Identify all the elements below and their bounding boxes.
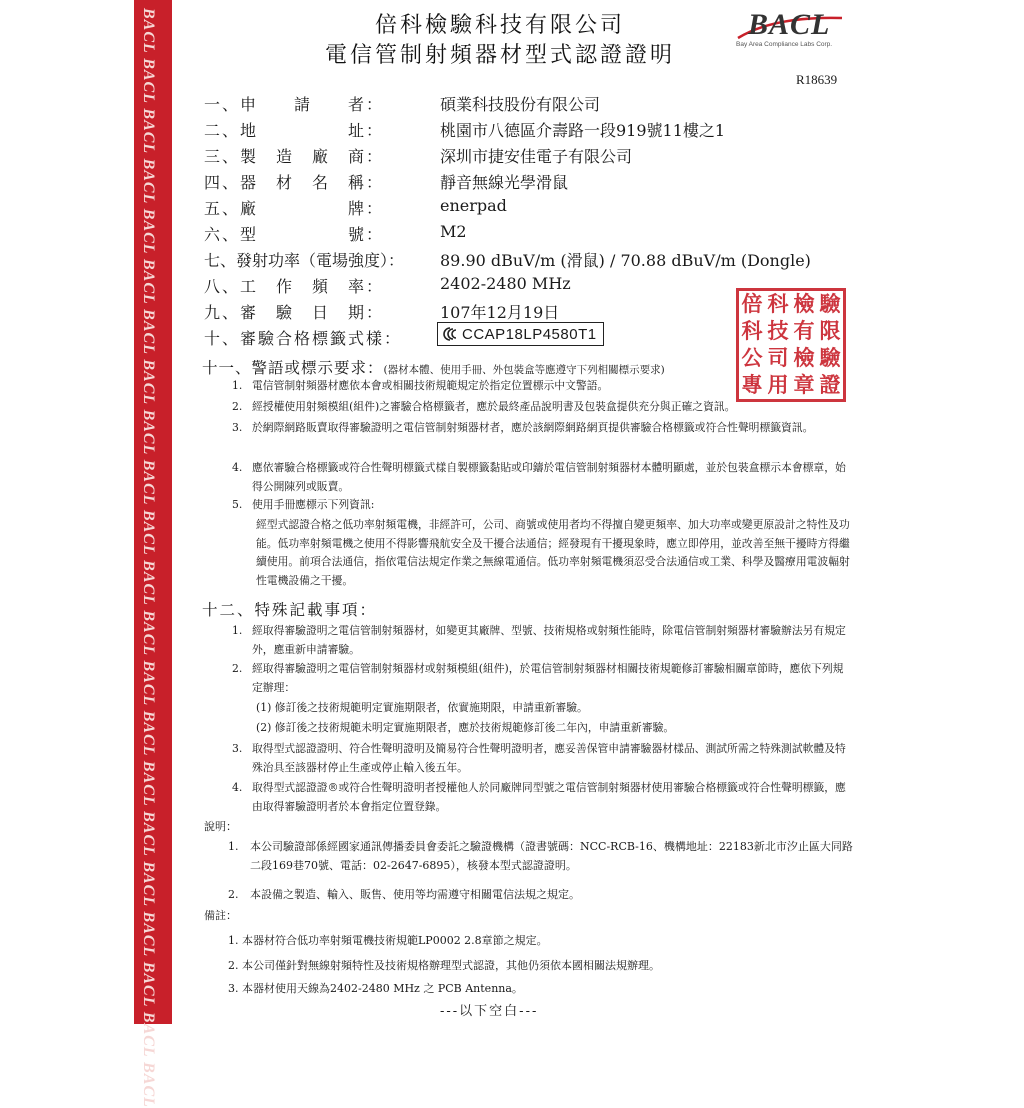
field-label-equipment: 四、器 材 名 稱：	[204, 173, 385, 192]
item-text: 經取得審驗證明之電信管制射頻器材或射頻模組(組件)，於電信管制射頻器材相關技術規範修訂審驗相關章節時，應依下列規定辦理：	[252, 662, 844, 694]
item-number: 3.	[232, 421, 243, 434]
seal-char: 證	[819, 372, 841, 397]
item-number: 3.	[232, 742, 243, 755]
seal-char: 章	[793, 372, 815, 397]
item-text: 經取得審驗證明之電信管制射頻器材，如變更其廠牌、型號、技術規格或射頻性能時，除電信管制射頻器材審驗辦法另有規定外，應重新申請審驗。	[252, 624, 846, 656]
item-text: 電信管制射頻器材應依本會或相關技術規範規定於指定位置標示中文警語。	[252, 379, 609, 392]
field-value-model: M2	[440, 222, 467, 241]
field-label-power: 七、發射功率（電場強度）：	[204, 251, 405, 270]
seal-char: 倍	[741, 291, 763, 316]
document-number: R18639	[796, 72, 838, 87]
remark-item: 2. 本公司僅針對無線射頻特性及技術規格辦理型式認證，其他仍須依本國相關法規辦理。	[228, 959, 660, 972]
section-11-item	[232, 459, 854, 496]
field-label-model: 六、型 號：	[204, 225, 385, 244]
item-text: 使用手冊應標示下列資訊:	[252, 498, 375, 511]
section-12-title: 十二、特殊記載事項：	[202, 601, 378, 619]
item-number: 4.	[232, 781, 243, 794]
seal-char: 專	[741, 372, 763, 397]
item-number: 1.	[232, 624, 243, 637]
item-text: 本公司驗證部係經國家通訊傳播委員會委託之驗證機構（證書號碼：NCC-RCB-16、機構地址：22183新北市汐止區大同路二段169巷70號、電話：02-2647-6895），核發本型式認證證明。	[250, 840, 853, 872]
section-12-item	[232, 660, 854, 697]
section-11-note: (器材本體、使用手冊、外包裝盒等應遵守下列相關標示要求)	[383, 364, 665, 376]
seal-char: 科	[767, 291, 789, 316]
remark-item: 3. 本器材使用天線為2402-2480 MHz 之 PCB Antenna。	[228, 982, 523, 995]
item-number: 1.	[232, 379, 243, 392]
side-strip-text: BACL BACL BACL BACL BACL BACL BACL BACL BACL BACL BACL BACL BACL BACL BACL BACL BACL BACL BACL BACL BACL BACL	[140, 8, 157, 1108]
seal-char: 檢	[793, 345, 815, 370]
note-item	[228, 838, 854, 875]
item-number: 1.	[228, 840, 239, 853]
item-text: 取得型式認證證®或符合性聲明證明者授權他人於同廠牌同型號之電信管制射頻器材使用審驗合格標籤或符合性聲明標籤，應由取得審驗證明者於本會指定位置登錄。	[252, 781, 846, 813]
field-label-frequency: 八、工 作 頻 率：	[204, 277, 385, 296]
section-12-item	[232, 740, 854, 777]
field-value-applicant: 碩業科技股份有限公司	[440, 95, 601, 114]
field-value-date: 107年12月19日	[440, 303, 560, 322]
section-12-item	[232, 622, 854, 659]
section-11-item	[232, 496, 854, 515]
seal-char: 公	[741, 345, 763, 370]
item-number: 4.	[232, 461, 243, 474]
document-title: 電信管制射頻器材型式認證證明	[324, 43, 675, 68]
item-text: 應依審驗合格標籤或符合性聲明標籤式樣自製標籤黏貼或印鑄於電信管制射頻器材本體明顯處，並於包裝盒標示本會標章，始得公開陳列或販賣。	[252, 461, 846, 493]
section-11-heading	[202, 356, 665, 378]
bacl-logo	[734, 8, 846, 54]
notes-title: 說明：	[204, 820, 237, 833]
item-text: 於網際網路販賣取得審驗證明之電信管制射頻器材者，應於該網際網路網頁提供審驗合格標籤或符合性聲明標籤資訊。	[252, 421, 814, 434]
field-label-mark: 十、審驗合格標籤式樣：	[204, 329, 403, 348]
item-number: 2.	[228, 888, 239, 901]
section-11-item	[232, 377, 854, 396]
field-label-manufacturer: 三、製 造 廠 商：	[204, 147, 385, 166]
item-text: 經授權使用射頻模組(組件)之審驗合格標籤者，應於最終產品說明書及包裝盒提供充分與正確之資訊。	[252, 400, 736, 413]
company-name: 倍科檢驗科技有限公司	[374, 13, 625, 38]
seal-char: 檢	[793, 291, 815, 316]
section-12-sub-item: (2) 修訂後之技術規範未明定實施期限者，應於技術規範修訂後二年內，申請重新審驗。	[256, 721, 675, 734]
seal-char: 用	[767, 372, 789, 397]
logo-text: BACL	[748, 8, 831, 41]
field-value-brand: enerpad	[440, 196, 507, 215]
field-value-equipment: 靜音無線光學滑鼠	[440, 173, 569, 192]
section-11-item	[232, 419, 854, 438]
remarks-title: 備註：	[204, 909, 237, 922]
section-11-title: 十一、警語或標示要求：	[202, 359, 384, 377]
item-number: 5.	[232, 498, 243, 511]
field-value-manufacturer: 深圳市捷安佳電子有限公司	[440, 147, 633, 166]
remark-item: 1. 本器材符合低功率射頻電機技術規範LP0002 2.8章節之規定。	[228, 934, 548, 947]
field-value-power: 89.90 dBuV/m (滑鼠) / 70.88 dBuV/m (Dongle)	[440, 251, 811, 270]
field-label-date: 九、審 驗 日 期：	[204, 303, 385, 322]
certification-mark-code: CCAP18LP4580T1	[462, 325, 597, 343]
end-of-document: ---以下空白---	[440, 1004, 539, 1019]
item-number: 2.	[232, 400, 243, 413]
field-label-address: 二、地 址：	[204, 121, 385, 140]
seal-char: 技	[767, 318, 789, 343]
seal-char: 有	[793, 318, 815, 343]
section-12-item	[232, 779, 854, 816]
seal-char: 驗	[819, 291, 841, 316]
field-label-brand: 五、廠 牌：	[204, 199, 385, 218]
item-text: 取得型式認證證明、符合性聲明證明及簡易符合性聲明證明者，應妥善保管申請審驗器材樣品、測試所需之特殊測試軟體及特殊治具至該器材停止生產或停止輸入後五年。	[252, 742, 846, 774]
section-11-item	[232, 398, 854, 417]
seal-char: 驗	[819, 345, 841, 370]
ncc-mark-icon	[442, 326, 460, 342]
field-value-frequency: 2402-2480 MHz	[440, 274, 571, 293]
side-strip	[134, 0, 172, 1108]
item-number: 2.	[232, 662, 243, 675]
logo-subtitle: Bay Area Compliance Labs Corp.	[736, 41, 833, 48]
section-12-sub-item: (1) 修訂後之技術規範明定實施期限者，依實施期限，申請重新審驗。	[256, 701, 588, 714]
note-item	[228, 886, 854, 905]
field-value-address: 桃園市八德區介壽路一段919號11樓之1	[440, 121, 726, 140]
field-label-applicant: 一、申 請 者：	[204, 95, 385, 114]
item-5-detail: 經型式認證合格之低功率射頻電機，非經許可，公司、商號或使用者均不得擅自變更頻率、加大功率或變更原設計之特性及功能。低功率射頻電機之使用不得影響飛航安全及干擾合法通信；經發現有干擾現象時，應立即停用，並改善至無干擾時方得繼續使用。前項合法通信，指依電信法規定作業之無線電通信。低功率射頻電機須忍受合法通信或工業、科學及醫療用電波輻射性電機設備之干擾。	[256, 518, 850, 587]
seal-char: 司	[767, 345, 789, 370]
seal-char: 科	[741, 318, 763, 343]
seal-char: 限	[819, 318, 841, 343]
item-text: 本設備之製造、輸入、販售、使用等均需遵守相關電信法規之規定。	[250, 888, 580, 901]
certification-mark	[437, 322, 604, 346]
